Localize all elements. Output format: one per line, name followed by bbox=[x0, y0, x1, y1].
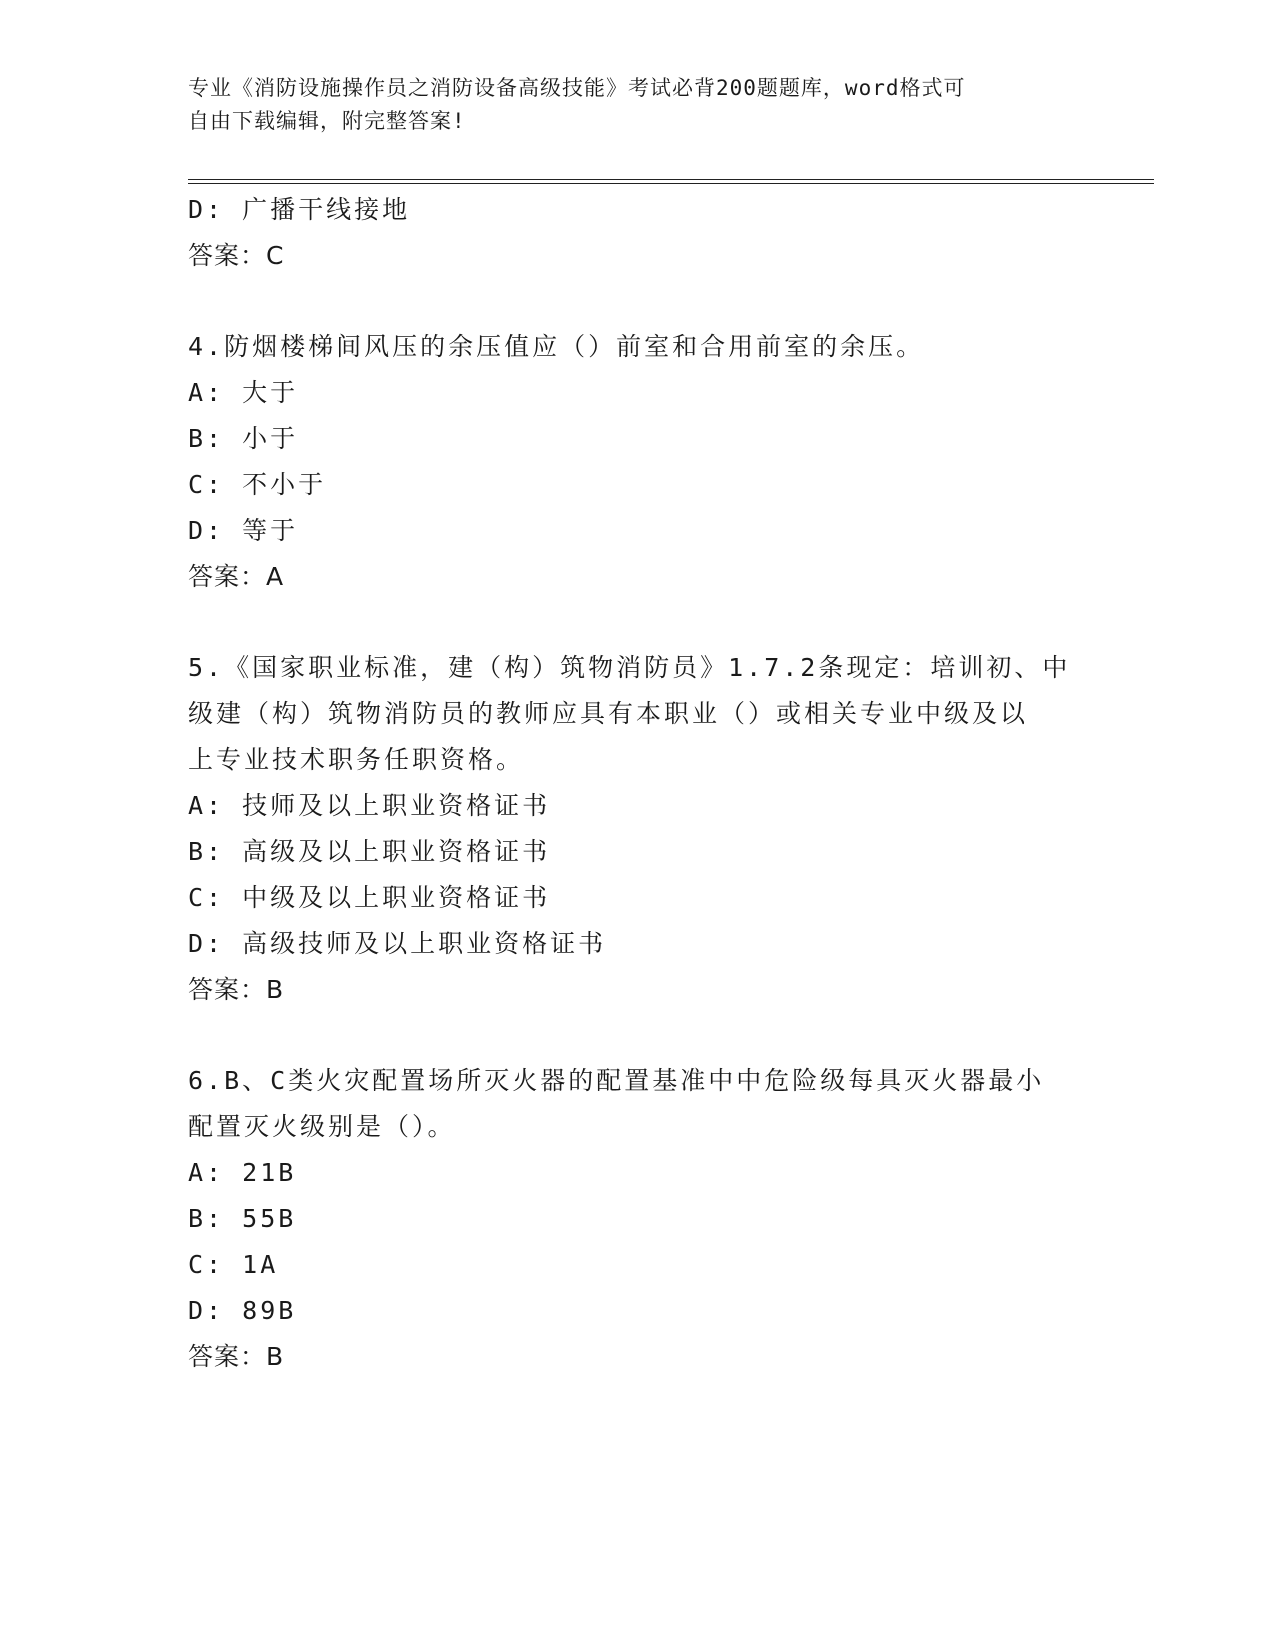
question-5 bbox=[188, 645, 1108, 1013]
question-4 bbox=[188, 324, 1108, 600]
header-line-1: 专业《消防设施操作员之消防设备高级技能》考试必背200题题库，word格式可 bbox=[188, 76, 966, 100]
question-4-option-b: B: 小于 bbox=[188, 424, 299, 453]
question-5-option-b: B: 高级及以上职业资格证书 bbox=[188, 837, 551, 866]
question-5-stem-line-3: 上专业技术职务任职资格。 bbox=[188, 745, 525, 774]
question-6-option-a: A: 21B bbox=[188, 1158, 297, 1187]
question-4-option-d: D: 等于 bbox=[188, 516, 299, 545]
header-rule-top bbox=[188, 179, 1154, 180]
header-rule-bottom bbox=[188, 183, 1154, 184]
question-6-stem-line-1: 6.B、C类火灾配置场所灭火器的配置基准中中危险级每具灭火器最小 bbox=[188, 1066, 1045, 1095]
document-header bbox=[188, 72, 1088, 138]
question-6-stem-line-2: 配置灭火级别是（）。 bbox=[188, 1112, 456, 1141]
question-4-stem: 4.防烟楼梯间风压的余压值应（）前室和合用前室的余压。 bbox=[188, 332, 925, 361]
question-6-option-d: D: 89B bbox=[188, 1296, 297, 1325]
question-4-answer: 答案：A bbox=[188, 562, 285, 591]
question-6-option-c: C: 1A bbox=[188, 1250, 279, 1279]
question-5-answer: 答案：B bbox=[188, 975, 285, 1004]
header-line-2: 自由下载编辑，附完整答案! bbox=[188, 109, 466, 133]
question-6-option-b: B: 55B bbox=[188, 1204, 297, 1233]
question-5-option-d: D: 高级技师及以上职业资格证书 bbox=[188, 929, 607, 958]
question-4-option-a: A: 大于 bbox=[188, 378, 299, 407]
question-5-option-a: A: 技师及以上职业资格证书 bbox=[188, 791, 551, 820]
spacer bbox=[188, 1013, 1108, 1058]
question-5-option-c: C: 中级及以上职业资格证书 bbox=[188, 883, 551, 912]
question-6 bbox=[188, 1058, 1108, 1380]
document-body bbox=[188, 187, 1108, 1380]
q3-answer: 答案：C bbox=[188, 241, 285, 270]
spacer bbox=[188, 600, 1108, 645]
question-5-stem-line-2: 级建（构）筑物消防员的教师应具有本职业（）或相关专业中级及以 bbox=[188, 699, 1029, 728]
spacer bbox=[188, 279, 1108, 324]
q3-option-d: D: 广播干线接地 bbox=[188, 195, 411, 224]
question-5-stem-line-1: 5.《国家职业标准，建（构）筑物消防员》1.7.2条现定：培训初、中 bbox=[188, 653, 1071, 682]
question-4-option-c: C: 不小于 bbox=[188, 470, 327, 499]
question-6-answer: 答案：B bbox=[188, 1342, 285, 1371]
